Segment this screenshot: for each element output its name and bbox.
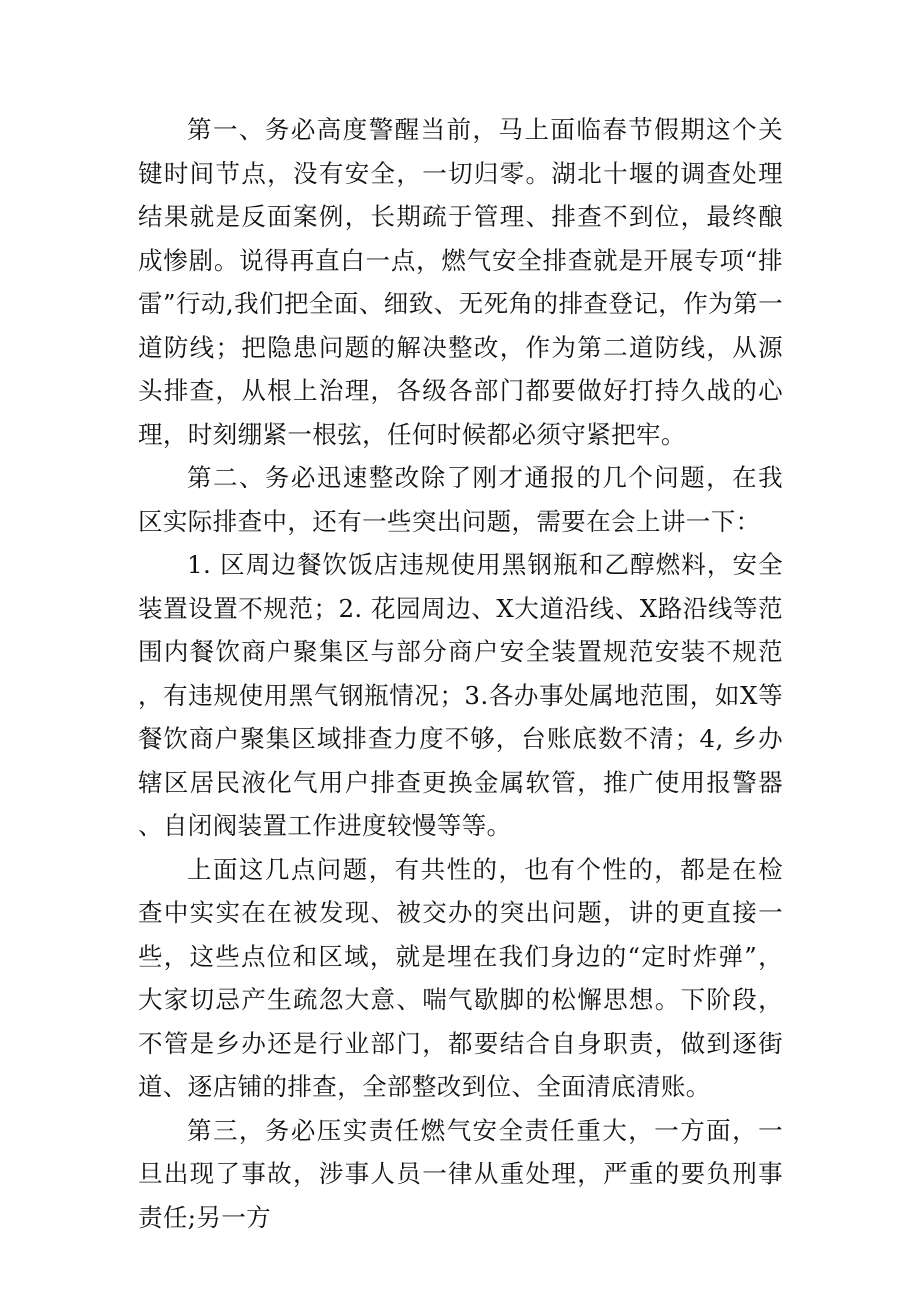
- paragraph-5: 第三，务必压实责任燃气安全责任重大，一方面，一旦出现了事故，涉事人员一律从重处理，严重的要负刑事责任;另一方: [138, 1115, 783, 1232]
- paragraph-4: 上面这几点问题，有共性的，也有个性的，都是在检查中实实在在被发现、被交办的突出问题，讲的更直接一些，这些点位和区域，就是埋在我们身边的“定时炸弹”，大家切忌产生疏忽大意、喘气歇脚的松懈思想。下阶段，不管是乡办还是行业部门，都要结合自身职责，做到逐街道、逐店铺的排查，全部整改到位、全面清底清账。: [138, 854, 783, 1101]
- paragraph-3: 1. 区周边餐饮饭店违规使用黑钢瓶和乙醇燃料，安全装置设置不规范；2. 花园周边、X大道沿线、X路沿线等范围内餐饮商户聚集区与部分商户安全装置规范安装不规范，有违规使用黑气钢瓶情况；3.各办事处属地范围，如X等餐饮商户聚集区域排查力度不够，台账底数不清；4, 乡办辖区居民液化气用户排查更换金属软管，推广使用报警器、自闭阀装置工作进度较慢等等。: [138, 550, 783, 840]
- paragraph-1: 第一、务必高度警醒当前，马上面临春节假期这个关键时间节点，没有安全，一切归零。湖北十堰的调查处理结果就是反面案例，长期疏于管理、排查不到位，最终酿成惨剧。说得再直白一点，燃气安全排查就是开展专项“排雷”行动,我们把全面、细致、无死角的排查登记，作为第一道防线；把隐患问题的解决整改，作为第二道防线，从源头排查，从根上治理，各级各部门都要做好打持久战的心理，时刻绷紧一根弦，任何时候都必须守紧把牢。: [138, 115, 783, 449]
- document-body: [138, 108, 783, 1239]
- paragraph-2: 第二、务必迅速整改除了刚才通报的几个问题，在我区实际排查中，还有一些突出问题，需要在会上讲一下：: [138, 463, 783, 536]
